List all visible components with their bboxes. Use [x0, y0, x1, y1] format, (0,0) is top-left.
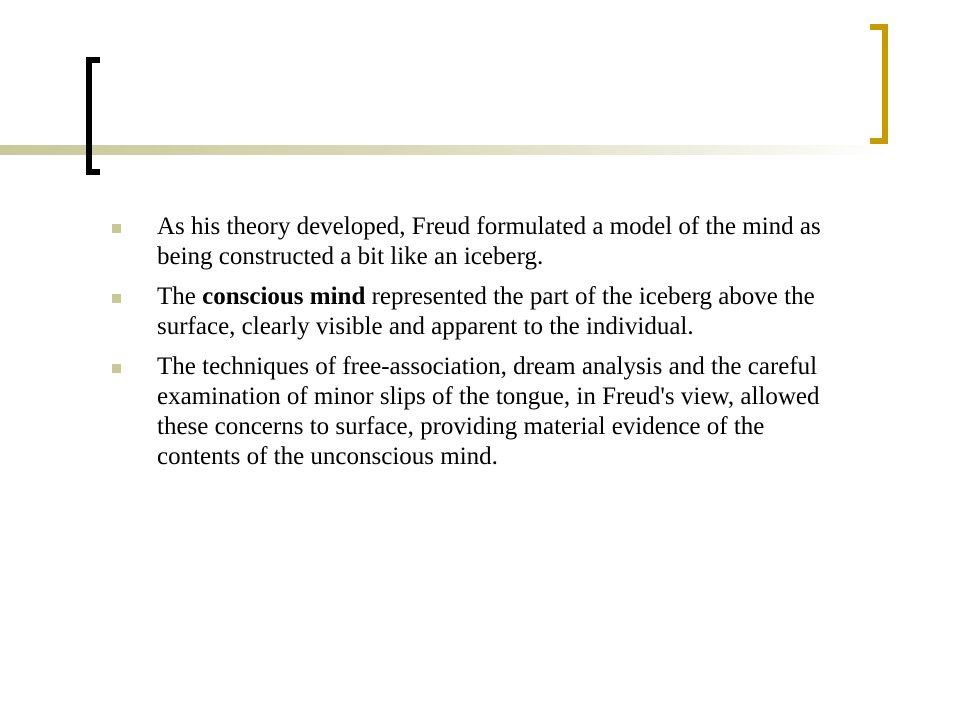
bold-term-conscious-mind: conscious mind	[202, 283, 366, 310]
bullet-text	[157, 282, 852, 342]
square-bullet-icon	[112, 224, 121, 233]
bullet-item	[112, 352, 852, 472]
bullet-item	[112, 212, 852, 272]
square-bullet-icon	[112, 294, 121, 303]
decorative-gradient-line	[0, 145, 885, 155]
bullet-text-before: The	[157, 283, 203, 310]
bullet-text: The techniques of free-association, dream analysis and the careful examination of minor slips of the tongue, in Freud's view, allowed these concerns to surface, providing material evidence of the contents of the unconscious mind.	[157, 353, 820, 470]
bullet-list	[112, 212, 852, 482]
bullet-item	[112, 282, 852, 342]
right-bracket-decoration	[870, 24, 888, 144]
left-bracket-decoration	[86, 57, 100, 175]
bullet-text: As his theory developed, Freud formulated a model of the mind as being constructed a bit like an iceberg.	[157, 213, 821, 270]
square-bullet-icon	[112, 364, 121, 373]
bullet-text-after: represented the part of the iceberg above the surface, clearly visible and apparent to the individual.	[157, 283, 815, 340]
